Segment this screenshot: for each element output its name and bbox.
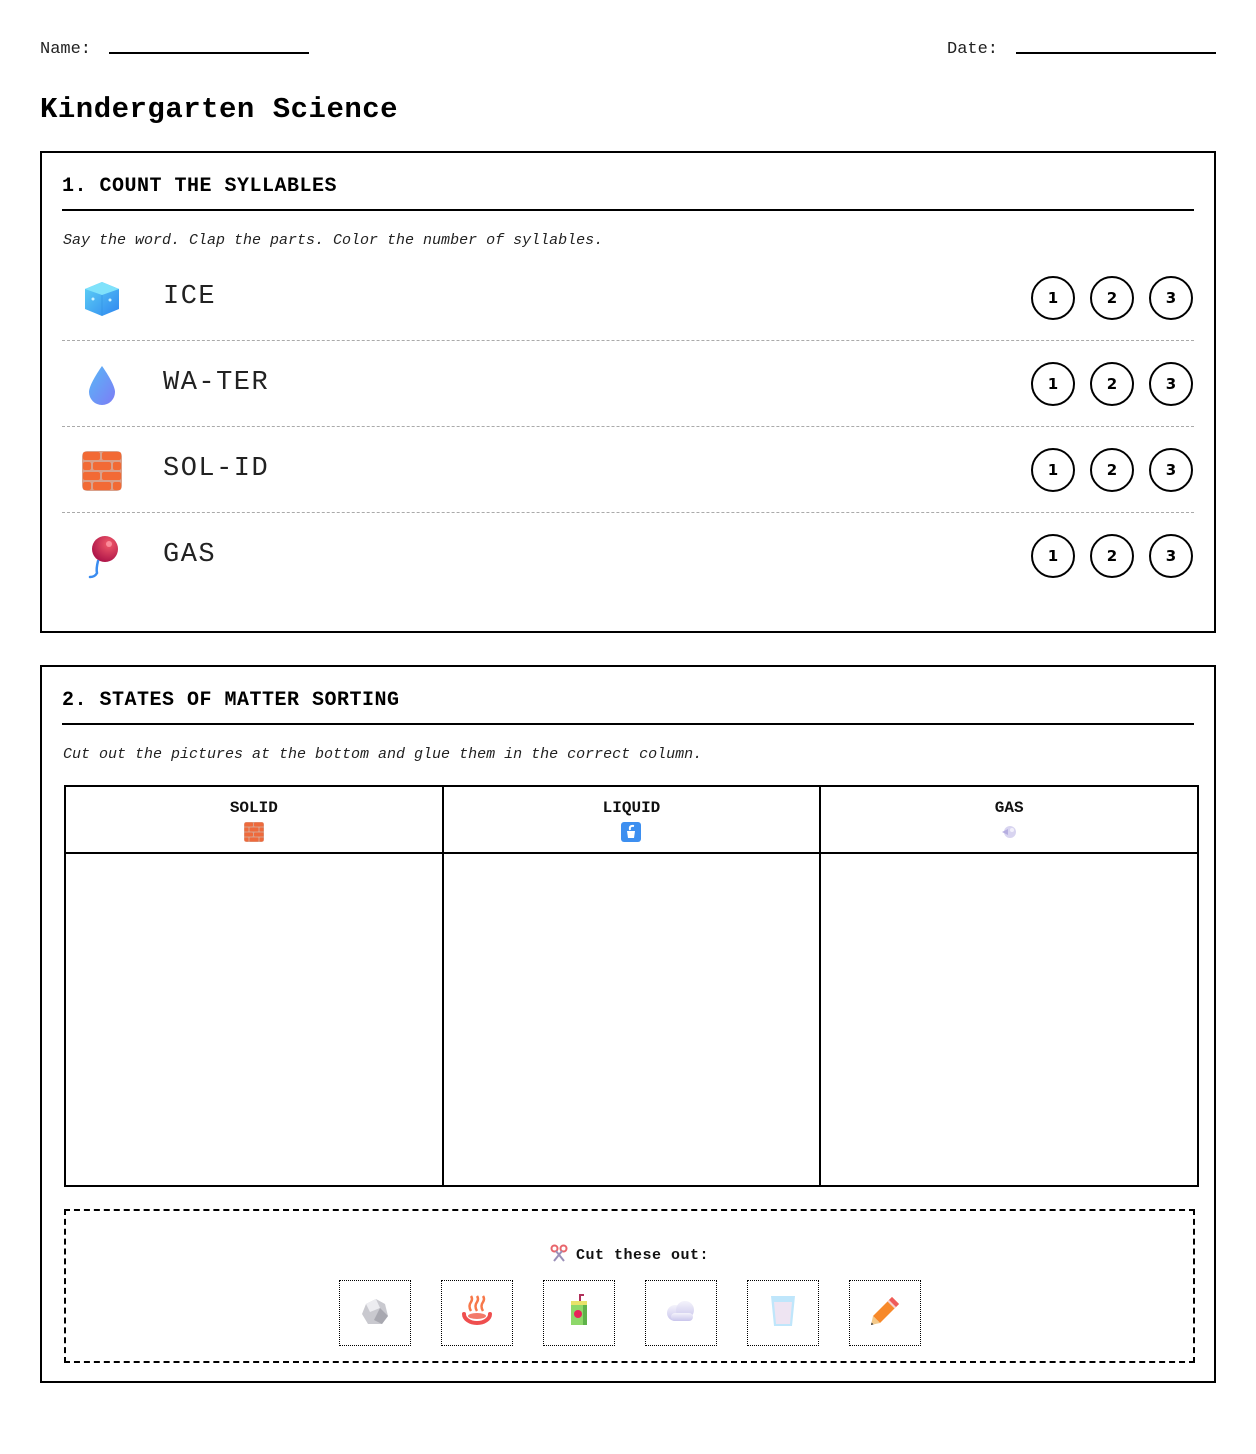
- pencil-icon: [868, 1294, 902, 1333]
- choice-1[interactable]: 1: [1031, 534, 1075, 578]
- syllable-word: ICE: [163, 282, 217, 312]
- choice-1[interactable]: 1: [1031, 362, 1075, 406]
- pouring-liquid-icon: [621, 822, 641, 842]
- cloud-icon: [663, 1299, 699, 1328]
- heading-rule: [62, 209, 1194, 211]
- brick-icon: [78, 449, 126, 493]
- choice-1[interactable]: 1: [1031, 276, 1075, 320]
- choice-3[interactable]: 3: [1149, 448, 1193, 492]
- instruction-text: Cut out the pictures at the bottom and glue them in the correct column.: [63, 746, 703, 763]
- choice-1[interactable]: 1: [1031, 448, 1075, 492]
- brick-icon: [244, 822, 264, 842]
- column-label: LIQUID: [602, 799, 661, 817]
- column-header-solid: [65, 786, 443, 853]
- water-drop-icon: [78, 363, 126, 407]
- cutout-card-glass-of-milk[interactable]: [747, 1280, 819, 1346]
- scissors-icon: [550, 1244, 568, 1267]
- column-header-gas: [820, 786, 1198, 853]
- syllable-row-ice: [62, 255, 1194, 341]
- rock-icon: [358, 1294, 392, 1333]
- cutout-card-steam[interactable]: [441, 1280, 513, 1346]
- cutout-card-cloud[interactable]: [645, 1280, 717, 1346]
- syllable-row-water: [62, 341, 1194, 427]
- drop-zone-liquid[interactable]: [443, 853, 821, 1186]
- cutout-card-rock[interactable]: [339, 1280, 411, 1346]
- syllable-row-gas: [62, 513, 1194, 599]
- choice-2[interactable]: 2: [1090, 362, 1134, 406]
- cutout-area: [64, 1209, 1195, 1363]
- column-label: SOLID: [229, 799, 278, 817]
- column-label: GAS: [994, 799, 1024, 817]
- cutout-card-juice-box[interactable]: [543, 1280, 615, 1346]
- page-title: Kindergarten Science: [40, 93, 399, 126]
- choice-3[interactable]: 3: [1149, 276, 1193, 320]
- sorting-table: [64, 785, 1199, 1187]
- choice-2[interactable]: 2: [1090, 276, 1134, 320]
- section-heading: 1. COUNT THE SYLLABLES: [62, 175, 338, 198]
- syllable-word: GAS: [163, 540, 217, 570]
- syllables-section: [40, 151, 1216, 633]
- choice-3[interactable]: 3: [1149, 362, 1193, 406]
- instruction-text: Say the word. Clap the parts. Color the number of syllables.: [63, 232, 604, 249]
- cutout-title: [66, 1244, 1193, 1267]
- cutout-title-text: Cut these out:: [575, 1247, 710, 1264]
- drop-zone-gas[interactable]: [820, 853, 1198, 1186]
- drop-zone-solid[interactable]: [65, 853, 443, 1186]
- balloon-icon: [78, 535, 126, 579]
- ice-cube-icon: [78, 277, 126, 321]
- date-label: Date:: [947, 40, 999, 59]
- section-heading: 2. STATES OF MATTER SORTING: [62, 689, 400, 712]
- name-field[interactable]: [109, 52, 309, 54]
- syllable-row-solid: [62, 427, 1194, 513]
- choice-2[interactable]: 2: [1090, 534, 1134, 578]
- hot-springs-steam-icon: [460, 1294, 494, 1333]
- syllable-word: SOL-ID: [163, 454, 270, 484]
- name-label: Name:: [40, 40, 92, 59]
- choice-2[interactable]: 2: [1090, 448, 1134, 492]
- juice-box-icon: [564, 1293, 594, 1334]
- choice-3[interactable]: 3: [1149, 534, 1193, 578]
- date-field[interactable]: [1016, 52, 1216, 54]
- wind-icon: [999, 822, 1019, 842]
- sorting-section: [40, 665, 1216, 1383]
- heading-rule: [62, 723, 1194, 725]
- cutout-card-pencil[interactable]: [849, 1280, 921, 1346]
- column-header-liquid: [443, 786, 821, 853]
- syllable-word: WA-TER: [163, 368, 270, 398]
- glass-of-milk-icon: [769, 1294, 797, 1333]
